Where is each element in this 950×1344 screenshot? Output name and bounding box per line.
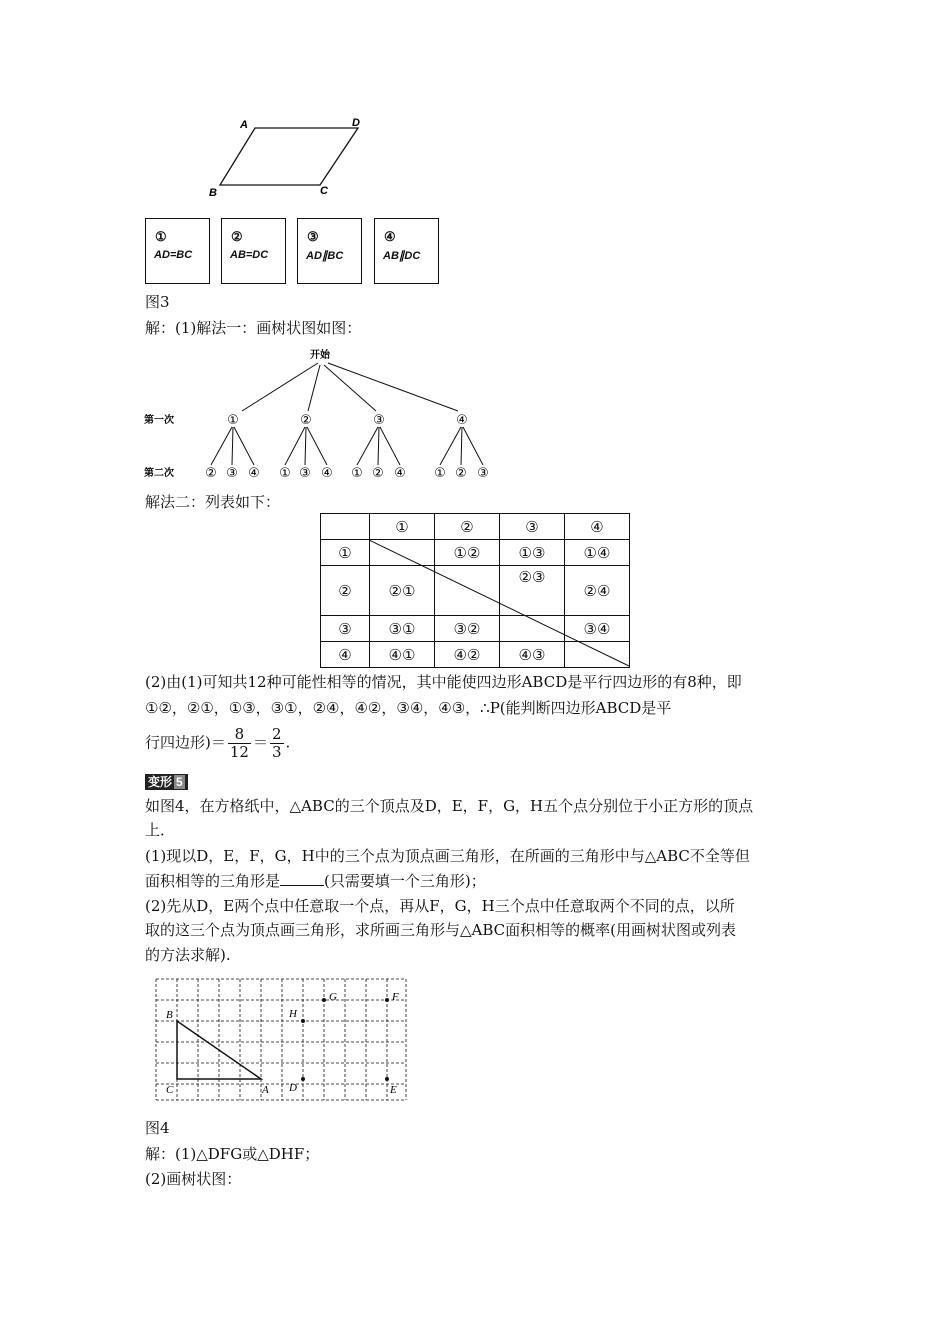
card-number: ①: [155, 229, 167, 244]
point-G: [322, 998, 326, 1002]
solution-method-2: 解法二：列表如下：: [145, 493, 281, 511]
tree-node-l1: ①: [227, 413, 239, 428]
table-cell: ①③: [500, 540, 565, 566]
tree-first-label: 第一次: [144, 415, 174, 426]
figure-3-caption: 图3: [145, 293, 170, 311]
label-D: D: [352, 117, 360, 129]
tree-node-l2: ①: [351, 466, 363, 481]
equals-sign: ＝: [252, 733, 268, 752]
solution-method-1: 解：(1)解法一：画树状图如图：: [145, 319, 362, 337]
card-number: ④: [384, 229, 396, 244]
tree-node-l1: ④: [456, 413, 468, 428]
solution-2-part-2: (2)画树状图：: [145, 1170, 242, 1188]
problem-line-1: 如图4，在方格纸中，△ABC的三个顶点及D，E，F，G，H五个点分别位于小正方形的顶点: [145, 797, 754, 815]
point-E: [385, 1077, 389, 1081]
tree-node-l2: ①: [434, 466, 446, 481]
point-D: [301, 1077, 305, 1081]
tree-node-l2: ②: [372, 466, 384, 481]
problem-line-2: 上．: [145, 821, 176, 839]
grid-label-G: G: [329, 991, 337, 1003]
grid-figure: [150, 973, 412, 1108]
grid-label-C: C: [166, 1084, 174, 1096]
card-condition: AD∥BC: [306, 250, 344, 262]
problem-line-6: 取的这三个点为顶点画三角形，求所画三角形与△ABC面积相等的概率(用画树状图或列表: [145, 921, 737, 939]
variant-label: 变形: [148, 775, 173, 789]
card-4: [374, 218, 439, 284]
tree-node-l2: ④: [394, 466, 406, 481]
card-1: [145, 218, 210, 284]
problem-line-5: (2)先从D，E两个点中任意取一个点，再从F，G，H三个点中任意取两个不同的点，以所: [145, 897, 735, 915]
grid-label-D: D: [289, 1082, 297, 1094]
parallelogram-figure: [200, 110, 380, 205]
table-cell: ①: [321, 540, 370, 566]
tree-node-l2: ③: [226, 466, 238, 481]
part2-line3-text: 行四边形)＝: [145, 733, 226, 752]
table-cell: ②①: [370, 566, 435, 616]
fraction-2-3: [270, 726, 284, 761]
label-A: A: [240, 119, 248, 131]
tree-node-l2: ③: [477, 466, 489, 481]
tree-node-l2: ②: [455, 466, 467, 481]
table-header-cell: ②: [435, 514, 500, 540]
grid-label-E: E: [390, 1084, 397, 1096]
table-cell: ③: [321, 616, 370, 642]
table-diagonal: [369, 540, 631, 668]
table-cell: ①②: [435, 540, 500, 566]
problem-line-3: (1)现以D，E，F，G，H中的三个点为顶点画三角形，在所画的三角形中与△ABC不全等但: [145, 847, 750, 865]
problem-line-4: [145, 871, 486, 891]
tree-second-label: 第二次: [144, 468, 174, 479]
table-cell: ③①: [370, 616, 435, 642]
part2-line3: [145, 726, 290, 761]
tree-diagram: [140, 343, 520, 485]
grid-label-B: B: [166, 1009, 173, 1021]
table-cell: ④: [321, 642, 370, 668]
problem-line-7: 的方法求解).: [145, 946, 231, 964]
tree-node-l2: ④: [248, 466, 260, 481]
card-condition: AB∥DC: [383, 250, 421, 262]
variant-badge: [145, 774, 188, 790]
card-3: [297, 218, 362, 284]
tree-node-l1: ②: [300, 413, 312, 428]
period: .: [285, 733, 291, 752]
label-B: B: [209, 187, 217, 199]
tree-node-l2: ①: [279, 466, 291, 481]
solution-2-part-1: 解：(1)△DFG或△DHF；: [145, 1145, 320, 1163]
card-number: ③: [307, 229, 319, 244]
tree-node-l2: ④: [321, 466, 333, 481]
fraction-denominator: 3: [271, 743, 282, 761]
grid-label-F: F: [392, 991, 399, 1003]
table-cell: ④③: [500, 642, 565, 668]
variant-number: 5: [176, 775, 183, 789]
fraction-denominator: 12: [229, 743, 249, 761]
table-header-cell: ③: [500, 514, 565, 540]
tree-node-l2: ③: [299, 466, 311, 481]
problem-line-4-pre: 面积相等的三角形是: [145, 872, 281, 890]
table-header-cell: ④: [565, 514, 630, 540]
tree-start: 开始: [310, 350, 330, 361]
table-cell: ②③: [500, 566, 565, 616]
grid-label-A: A: [262, 1084, 269, 1096]
table-cell: ③④: [565, 616, 630, 642]
card-2: [221, 218, 286, 284]
point-F: [385, 998, 389, 1002]
table-cell: ②: [321, 566, 370, 616]
table-header-cell: [321, 514, 370, 540]
tree-node-l2: ②: [205, 466, 217, 481]
tree-node-l1: ③: [373, 413, 385, 428]
part2-line1: (2)由(1)可知共12种可能性相等的情况，其中能使四边形ABCD是平行四边形的有8种，即: [145, 673, 742, 691]
part2-line2: ①②，②①，①③，③①，②④，④②，③④，④③，∴P(能判断四边形ABCD是平: [145, 699, 672, 717]
figure-4-caption: 图4: [145, 1119, 170, 1137]
grid-label-H: H: [289, 1008, 297, 1020]
problem-line-4-post: (只需要填一个三角形)；: [324, 872, 486, 890]
label-C: C: [320, 185, 328, 197]
point-H: [301, 1019, 305, 1023]
table-cell: ④②: [435, 642, 500, 668]
card-number: ②: [231, 229, 243, 244]
table-header-cell: ①: [370, 514, 435, 540]
fraction-numerator: 2: [271, 725, 282, 743]
card-condition: AB=DC: [230, 249, 269, 261]
table-cell: ②④: [565, 566, 630, 616]
table-cell: ④①: [370, 642, 435, 668]
table-cell: ③②: [435, 616, 500, 642]
fraction-8-12: [228, 726, 251, 761]
fraction-numerator: 8: [228, 726, 251, 744]
table-cell: ①④: [565, 540, 630, 566]
card-condition: AD=BC: [154, 249, 193, 261]
answer-blank: [280, 871, 324, 886]
